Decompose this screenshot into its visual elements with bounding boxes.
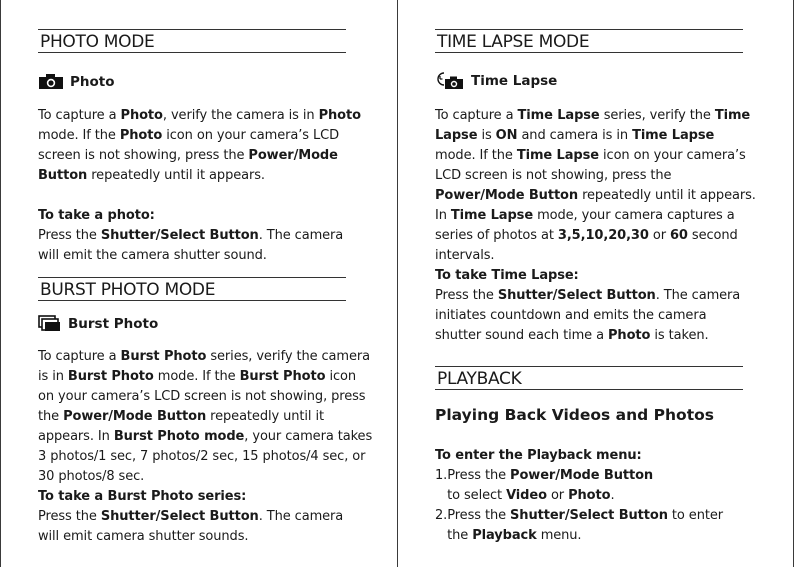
bold-term: Power/Mode Button	[63, 409, 207, 424]
bold-term: Photo	[568, 488, 611, 503]
text-run: mode, your camera captures a series of photos at	[435, 208, 735, 243]
page-border-left	[0, 0, 1, 567]
time-lapse-icon	[435, 71, 465, 90]
text-run: To capture a	[38, 349, 121, 364]
text-run: second intervals.	[435, 228, 738, 263]
playback-step-2	[435, 506, 755, 546]
playback-menu-title: To enter the Playback menu:	[435, 448, 642, 463]
text-run: series, verify the	[599, 108, 715, 123]
bold-term: Power/Mode Button	[38, 148, 338, 183]
text-run: repeatedly until it appears. In	[435, 188, 756, 223]
photo-label: Photo	[70, 73, 115, 90]
bold-term: Shutter/Select Button	[497, 288, 656, 303]
text-run: or	[546, 488, 569, 503]
text-run: , your camera takes 3 photos/1 sec, 7 photos/2 sec, 15 photos/4 sec, or 30 photos/8 sec.	[38, 429, 373, 484]
bold-term: Photo	[318, 108, 361, 123]
time-lapse-howto-title: To take Time Lapse:	[435, 268, 579, 283]
bold-term: Burst Photo	[239, 369, 326, 384]
text-run: mode. If the	[38, 128, 120, 143]
time-lapse-label-row	[435, 71, 557, 90]
photo-howto-title: To take a photo:	[38, 208, 155, 223]
text-run: to enter the	[447, 508, 723, 543]
text-run: , verify the camera is in	[162, 108, 319, 123]
bold-term: 60	[669, 228, 688, 243]
text-run: Press the	[435, 288, 498, 303]
text-run: 2.Press the	[435, 508, 511, 523]
time-lapse-howto	[435, 266, 755, 346]
photo-mode-label	[38, 73, 115, 90]
bold-term: Photo	[120, 108, 163, 123]
text-run: . The camera will emit camera shutter sounds.	[38, 509, 344, 544]
text-run: mode. If the	[435, 148, 517, 163]
bold-term: Shutter/Select Button	[100, 228, 259, 243]
text-run: is taken.	[650, 328, 709, 343]
text-run: repeatedly until it appears.	[87, 168, 265, 183]
bold-term: 3,5,10,20,30	[557, 228, 649, 243]
bold-term: Burst Photo	[67, 369, 154, 384]
text-run: to select	[447, 488, 503, 503]
burst-label: Burst Photo	[68, 315, 159, 332]
burst-photo-icon	[38, 315, 62, 332]
bold-term: Burst Photo mode	[113, 429, 245, 444]
playback-menu	[435, 446, 755, 546]
burst-howto-title: To take a Burst Photo series:	[38, 489, 247, 504]
playback-title: Playing Back Videos and Photos	[435, 406, 714, 424]
text-run: Press the	[38, 509, 101, 524]
bold-term: Burst Photo	[120, 349, 207, 364]
burst-mode-label	[38, 315, 158, 332]
text-run: To capture a	[38, 108, 121, 123]
burst-howto	[38, 487, 368, 547]
text-run: repeatedly until it appears. In	[38, 409, 324, 444]
text-run: icon on your camera’s LCD screen is not showing, press the	[435, 148, 746, 183]
bold-term: Playback	[472, 528, 537, 543]
text-run: and camera is in	[517, 128, 633, 143]
bold-term: Photo	[608, 328, 651, 343]
bold-term: Photo	[119, 128, 163, 143]
camera-icon	[38, 73, 64, 90]
bold-term: Time Lapse	[516, 148, 599, 163]
text-run: Press the	[38, 228, 101, 243]
text-run: . The camera will emit the camera shutter sound.	[38, 228, 344, 263]
page-divider	[397, 0, 398, 567]
bold-term: Time Lapse	[435, 108, 751, 143]
text-run: icon on your camera’s LCD screen is not showing, press the	[38, 128, 339, 163]
text-run: icon on your camera’s LCD screen is not showing, press the	[38, 369, 366, 424]
photo-mode-description	[38, 106, 368, 186]
text-run: . The camera initiates countdown and emits the camera shutter sound each time a	[435, 288, 741, 343]
text-run: or	[648, 228, 670, 243]
photo-howto	[38, 206, 368, 266]
burst-mode-description	[38, 347, 374, 487]
text-run: .	[610, 488, 615, 503]
bold-term: Time Lapse	[632, 128, 715, 143]
photo-mode-heading: PHOTO MODE	[38, 29, 346, 53]
time-lapse-label: Time Lapse	[471, 72, 558, 89]
photo-howto-text	[38, 226, 368, 266]
time-lapse-howto-text	[435, 286, 755, 346]
bold-term: Video	[506, 488, 547, 503]
bold-term: Power/Mode Button	[435, 188, 579, 203]
text-run: To capture a	[435, 108, 518, 123]
burst-howto-text	[38, 507, 368, 547]
time-lapse-heading: TIME LAPSE MODE	[435, 29, 743, 53]
bold-term: Shutter/Select Button	[100, 509, 259, 524]
bold-term: Time Lapse	[450, 208, 534, 223]
text-run: mode. If the	[153, 369, 240, 384]
text-run: 1.Press the	[435, 468, 511, 483]
bold-term: Shutter/Select Button	[510, 508, 668, 523]
bold-term: ON	[495, 128, 518, 143]
bold-term: Power/Mode Button	[510, 468, 654, 483]
text-run: series, verify the camera is in	[38, 349, 370, 384]
text-run: menu.	[536, 528, 582, 543]
playback-step-1	[435, 466, 755, 506]
text-run: is	[477, 128, 496, 143]
playback-heading: PLAYBACK	[435, 366, 743, 390]
burst-mode-heading: BURST PHOTO MODE	[38, 277, 346, 301]
bold-term: Time Lapse	[517, 108, 600, 123]
time-lapse-description	[435, 106, 757, 266]
